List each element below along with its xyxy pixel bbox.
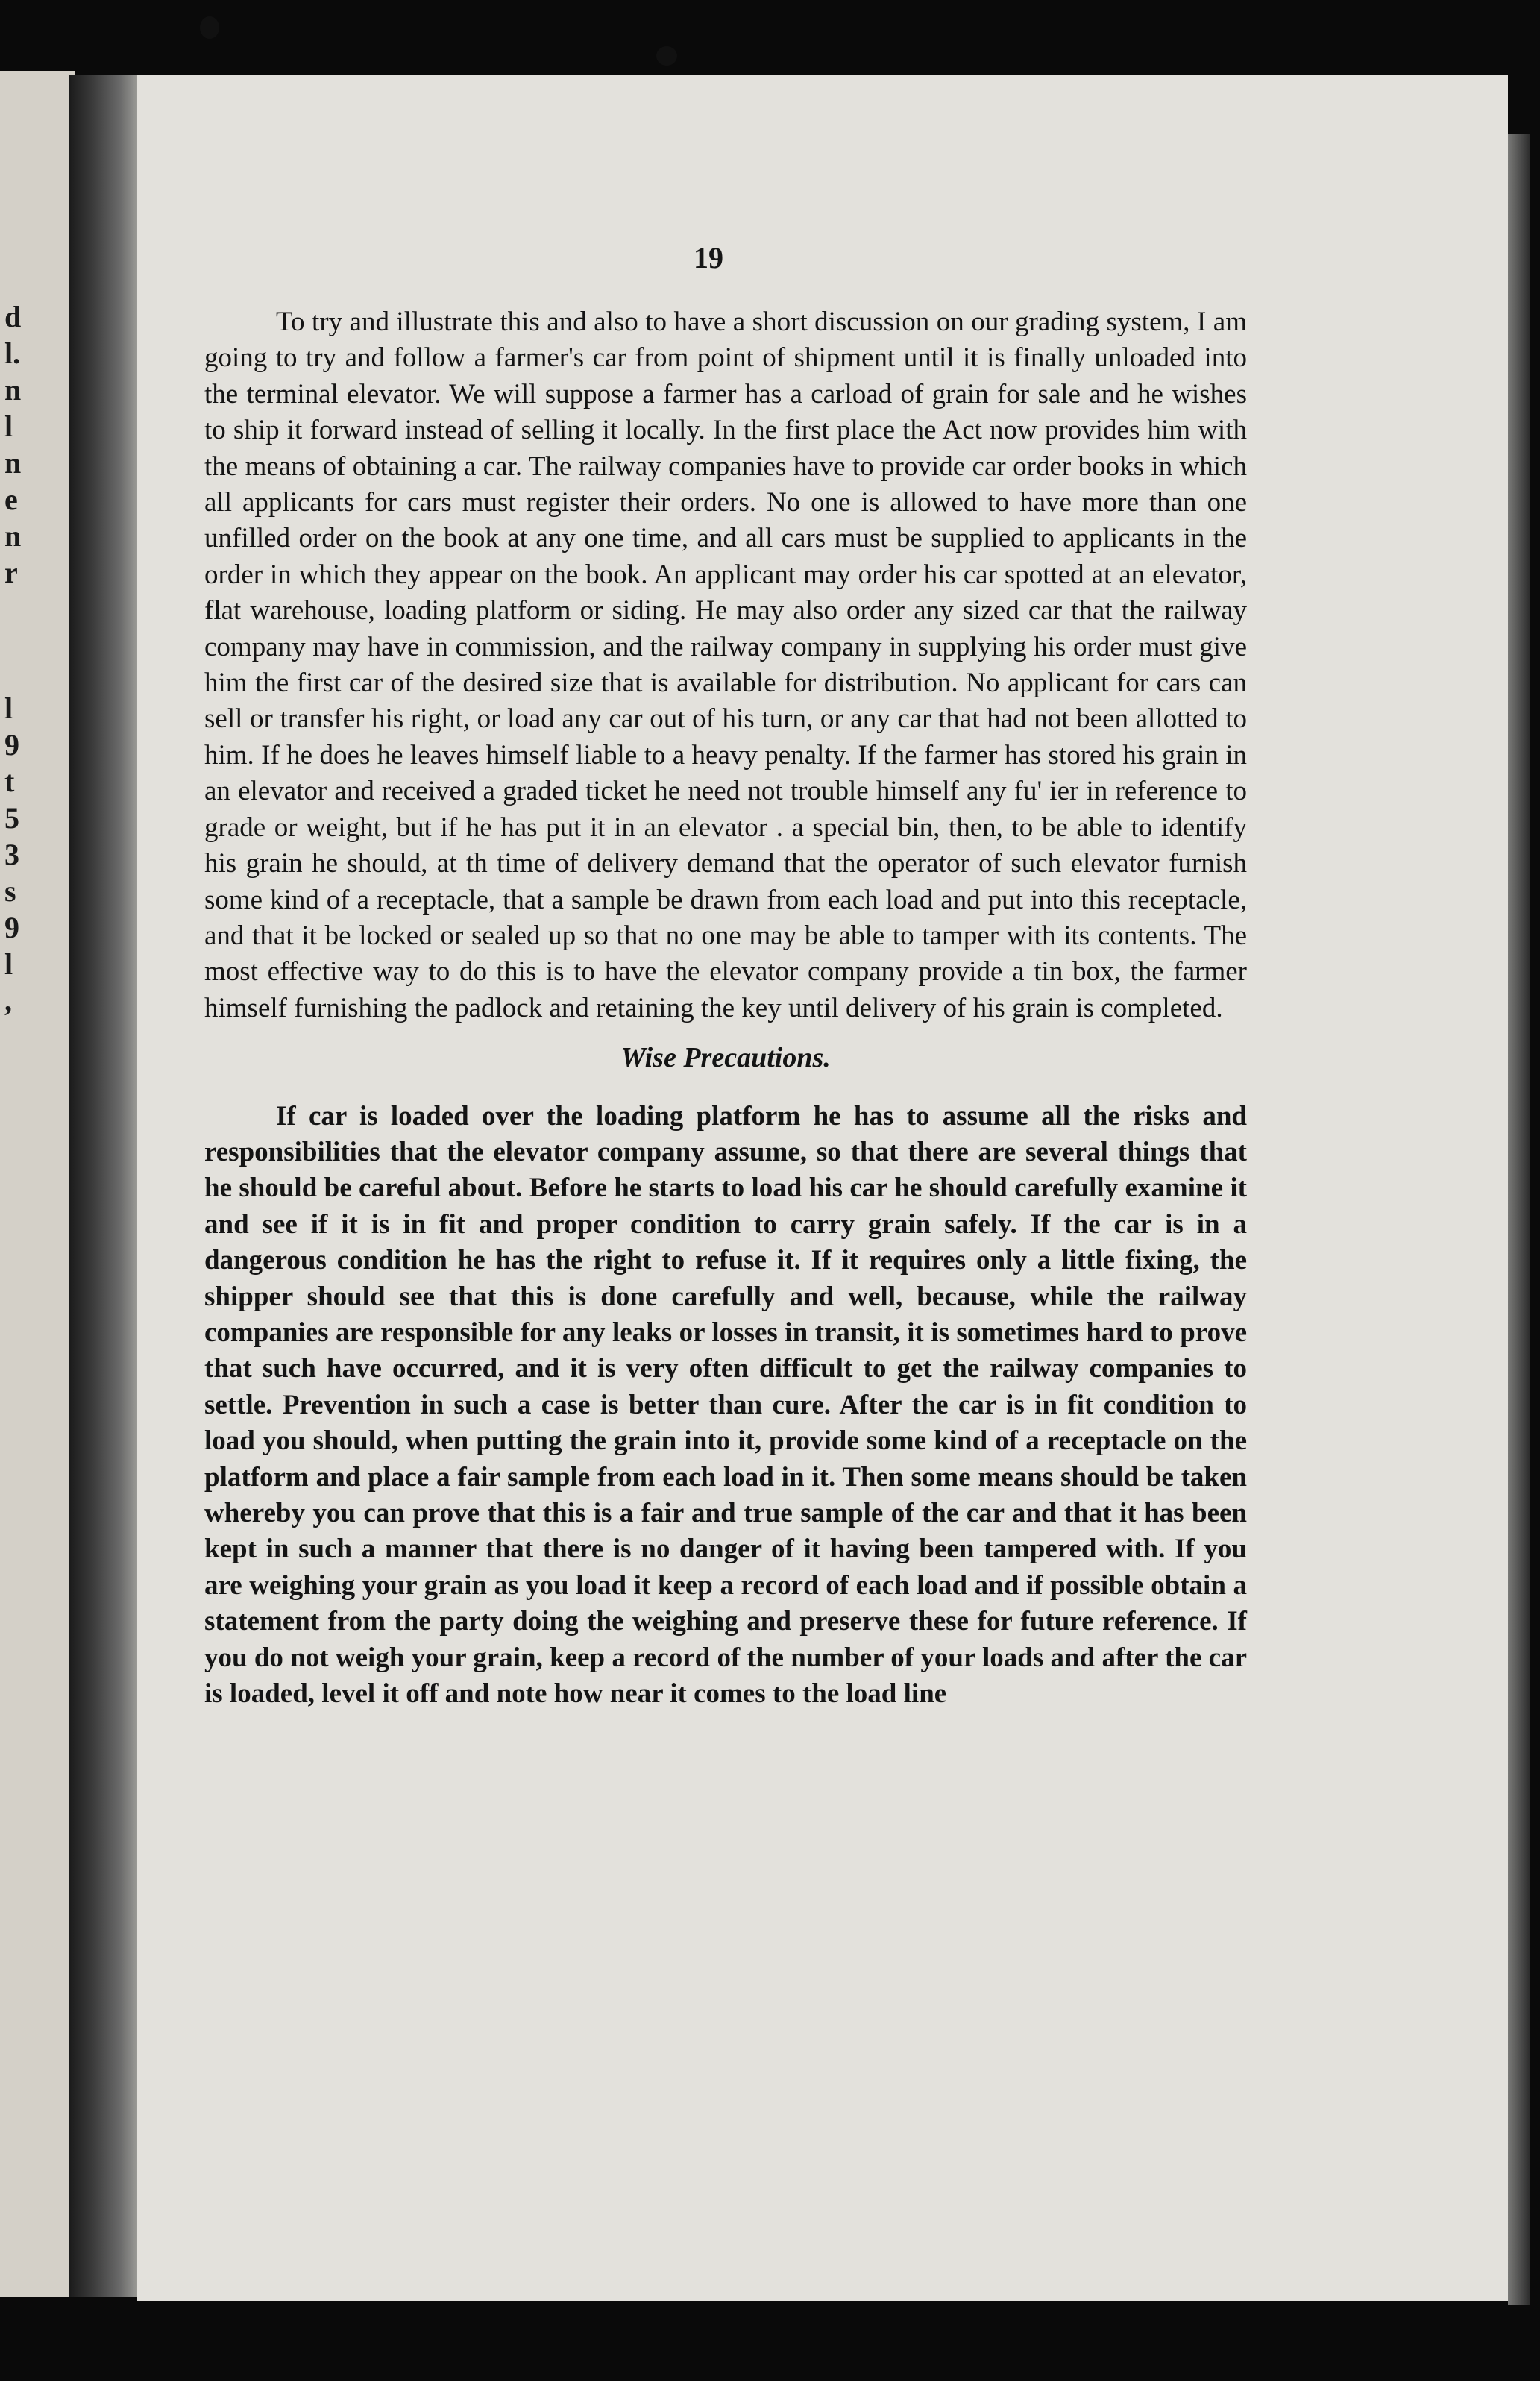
paragraph: If car is loaded over the loading platform he has to assume all the risks and responsibilities that the elevator company assume, so that there are several things that he should be careful about. Before he starts to load his car he should carefully examine it and see if it is in fit and proper condition to carry grain safely. If the car is in a dangerous condition he has the right to refuse it. If it requires only a little fixing, the shipper should see that this is done carefully and well, because, while the railway companies are responsible for any leaks or losses in transit, it is sometimes hard to prove that such have occurred, and it is very often difficult to get the railway companies to settle. Prevention in such a case is better than cure. After the car is in fit condition to load you should, when putting the grain into it, provide some kind of a receptacle on the platform and place a fair sample from each load in it. Then some means should be taken whereby you can prove that this is a fair and true sample of the car and that it has been kept in such a manner that there is no danger of it having been tampered with. If you are weighing your grain as you load it keep a record of each load and if possible obtain a statement from the party doing the weighing and preserve these for future reference. If you do not weigh your grain, keep a record of the number of your loads and after the car is loaded, level it off and note how near it comes to the load line	[204, 1100, 1247, 1710]
facing-page-fragment	[0, 71, 75, 2297]
page-edge	[1508, 134, 1530, 2305]
book-gutter	[69, 75, 137, 2297]
page-body	[204, 304, 1247, 1712]
page-number: 19	[694, 241, 723, 275]
scan-speck	[200, 16, 219, 39]
scan-speck	[656, 46, 677, 66]
paragraph: To try and illustrate this and also to have a short discussion on our grading system, I am going to try and follow a farmer's car from point of shipment until it is finally unloaded into the terminal elevator. We will suppose a farmer has a carload of grain for sale and he wishes to ship it forward instead of selling it locally. In the first place the Act now provides him with the means of obtaining a car. The railway companies have to provide car order books in which all applicants for cars must register their orders. No one is allowed to have more than one unfilled order on the book at any one time, and all cars must be supplied to applicants in the order in which they appear on the book. An applicant may order his car spotted at an elevator, flat warehouse, loading platform or siding. He may also order any sized car that the railway company may have in commission, and the railway company in supplying his order must give him the first car of the desired size that is available for distribution. No applicant for cars can sell or transfer his right, or load any car out of his turn, or any car that had not been allotted to him. If he does he leaves himself liable to a heavy penalty. If the farmer has stored his grain in an elevator and received a graded ticket he need not trouble himself any fu' ier in reference to grade or weight, but if he has put it in an elevator . a special bin, then, to be able to identify his grain he should, at th time of delivery demand that the operator of such elevator furnish some kind of a receptacle, that a sample be drawn from each load and put into this receptacle, and that it be locked or sealed up so that no one may be able to tamper with its contents. The most effective way to do this is to have the elevator company provide a tin box, the farmer himself furnishing the padlock and retaining the key until delivery of his grain is completed.	[204, 307, 1247, 1023]
facing-page-text-lower: l 9 t 5 3 s 9 l ,	[4, 691, 19, 1017]
section-heading: Wise Precautions.	[620, 1042, 831, 1074]
facing-page-text-top: d l. n l n e n r	[4, 300, 22, 589]
